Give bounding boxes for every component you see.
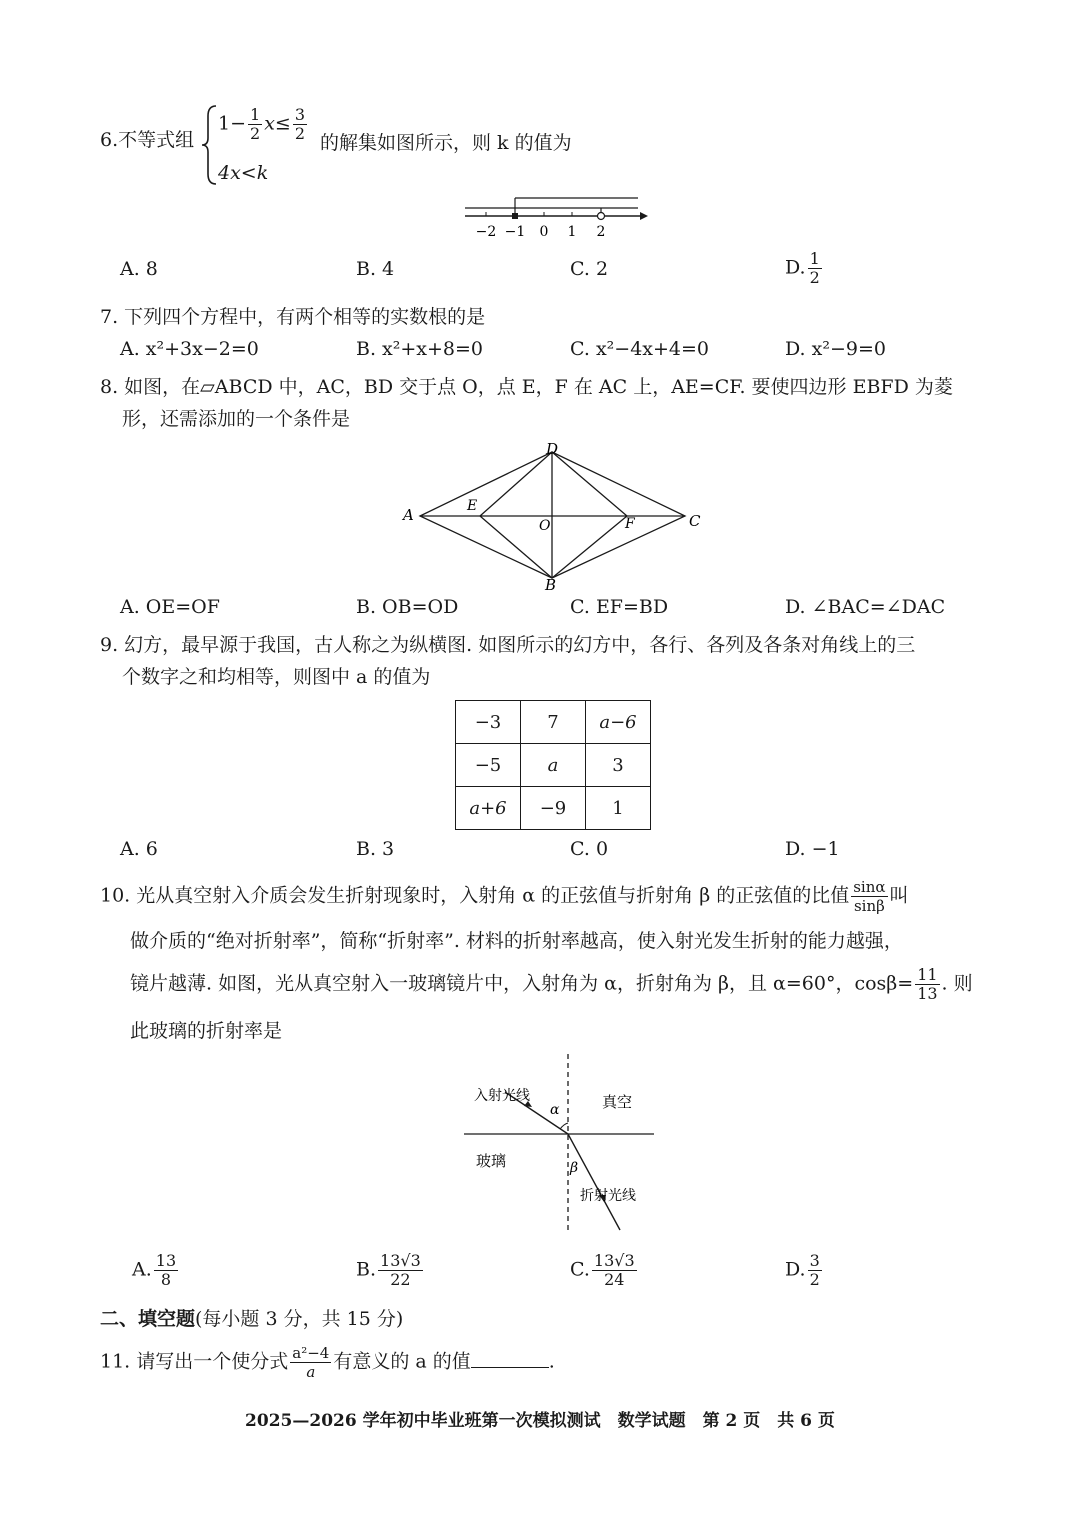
- open-point: [598, 213, 605, 220]
- option-b[interactable]: B. $\frac{13√3}{22}$: [356, 1251, 421, 1289]
- answer-blank[interactable]: [471, 1347, 549, 1368]
- magic-square: [455, 700, 651, 830]
- q6-brace: [200, 104, 220, 186]
- option-c[interactable]: C. $\frac{13√3}{24}$: [570, 1251, 635, 1289]
- incident-label: 入射光线: [474, 1088, 530, 1104]
- tick-label: 1: [567, 224, 577, 240]
- q6-number-line: [460, 192, 650, 242]
- q10-refraction-diagram: [460, 1050, 660, 1235]
- q10-options: [120, 1252, 1000, 1292]
- q6-tail: 的解集如图所示，则 k 的值为: [320, 132, 572, 154]
- q6-number: 6.: [100, 129, 119, 151]
- grid-cell: a+6: [456, 787, 521, 830]
- grid-cell: −3: [456, 701, 521, 744]
- label-e: E: [467, 498, 478, 514]
- grid-cell: a−6: [586, 701, 651, 744]
- grid-cell: 3: [586, 744, 651, 787]
- option-b[interactable]: B. OB=OD: [356, 596, 459, 618]
- option-b[interactable]: B. 3: [356, 838, 395, 860]
- section-2-heading: 二、填空题(每小题 3 分，共 15 分): [100, 1308, 404, 1330]
- page-footer: 2025—2026 学年初中毕业班第一次模拟测试 数学试题 第 2 页 共 6 页: [245, 1411, 835, 1431]
- option-a[interactable]: A. x²+3x−2=0: [120, 338, 259, 360]
- table-row: [456, 744, 651, 787]
- alpha-label: α: [550, 1102, 560, 1118]
- tick-label: −1: [504, 224, 526, 240]
- refracted-label: 折射光线: [580, 1188, 636, 1204]
- q6-inequality-1: 1− $\frac{1}{2}$ x≤ $\frac{3}{2}$: [218, 105, 306, 143]
- option-c[interactable]: C. 2: [570, 258, 609, 280]
- question-9-line1: 9. 幻方，最早源于我国，古人称之为纵横图. 如图所示的幻方中，各行、各列及各条对角线上的三: [100, 634, 916, 656]
- q6-options: [120, 249, 1000, 298]
- option-c[interactable]: C. 0: [570, 838, 609, 860]
- label-b: B: [545, 576, 557, 590]
- question-8-line2: 形，还需添加的一个条件是: [122, 408, 351, 430]
- grid-cell: 1: [586, 787, 651, 830]
- label-c: C: [689, 512, 701, 530]
- option-d[interactable]: D. x²−9=0: [785, 338, 886, 360]
- beta-label: β: [570, 1160, 579, 1176]
- label-o: O: [539, 518, 551, 534]
- closed-point: [512, 213, 518, 219]
- question-8-line1: 8. 如图，在▱ABCD 中，AC，BD 交于点 O，点 E，F 在 AC 上，AE=CF. 要使四边形 EBFD 为菱: [100, 376, 953, 398]
- question-6: [100, 125, 194, 155]
- q9-options: [120, 838, 1000, 878]
- tick-label: 2: [596, 224, 606, 240]
- option-a[interactable]: A. 8: [120, 258, 158, 280]
- table-row: [456, 701, 651, 744]
- question-7: 7. 下列四个方程中，有两个相等的实数根的是: [100, 306, 486, 328]
- grid-cell: 7: [521, 701, 586, 744]
- option-b[interactable]: B. 4: [356, 258, 395, 280]
- table-row: [456, 787, 651, 830]
- option-d[interactable]: D. ∠BAC=∠DAC: [785, 596, 946, 618]
- q6-lead: 不等式组: [118, 129, 195, 151]
- question-9-line2: 个数字之和均相等，则图中 a 的值为: [122, 666, 431, 688]
- option-a[interactable]: A. OE=OF: [120, 596, 220, 618]
- option-c[interactable]: C. x²−4x+4=0: [570, 338, 710, 360]
- question-10-line4: 此玻璃的折射率是: [130, 1020, 283, 1042]
- tick-label: −2: [475, 224, 497, 240]
- option-c[interactable]: C. EF=BD: [570, 596, 669, 618]
- option-a[interactable]: A. 6: [120, 838, 158, 860]
- question-10-line1: 10. 光从真空射入介质会发生折射现象时，入射角 α 的正弦值与折射角 β 的正弦值的比值 $\frac{\sin\alpha}{\sin\beta}$ 叫: [100, 878, 909, 915]
- q6-inequality-2: 4x<k: [218, 162, 269, 184]
- option-d[interactable]: D. $\frac{3}{2}$: [785, 1251, 820, 1289]
- tick-label: 0: [539, 224, 549, 240]
- grid-cell: −5: [456, 744, 521, 787]
- grid-cell: −9: [521, 787, 586, 830]
- option-d[interactable]: D. −1: [785, 838, 840, 860]
- option-b[interactable]: B. x²+x+8=0: [356, 338, 484, 360]
- label-f: F: [625, 516, 635, 532]
- question-11: 11. 请写出一个使分式 $\frac{\text{a²−4}}{a}$ 有意义的 a 的值 .: [100, 1344, 555, 1381]
- glass-label: 玻璃: [476, 1152, 507, 1170]
- option-a[interactable]: A. $\frac{13}{8}$: [132, 1251, 177, 1289]
- label-a: A: [403, 506, 414, 524]
- question-10-line3: 镜片越薄. 如图，光从真空射入一玻璃镜片中，入射角为 α，折射角为 β，且 α=60°，cosβ= $\frac{11}{13}$ . 则: [130, 965, 973, 1003]
- option-d[interactable]: D. $\frac{1}{2}$: [785, 249, 820, 287]
- label-d: D: [546, 440, 559, 458]
- q8-rhombus-figure: [395, 438, 715, 590]
- question-10-line2: 做介质的“绝对折射率”，简称“折射率”. 材料的折射率越高，使入射光发生折射的能力越强，: [130, 930, 903, 952]
- grid-cell: a: [521, 744, 586, 787]
- vacuum-label: 真空: [602, 1093, 633, 1111]
